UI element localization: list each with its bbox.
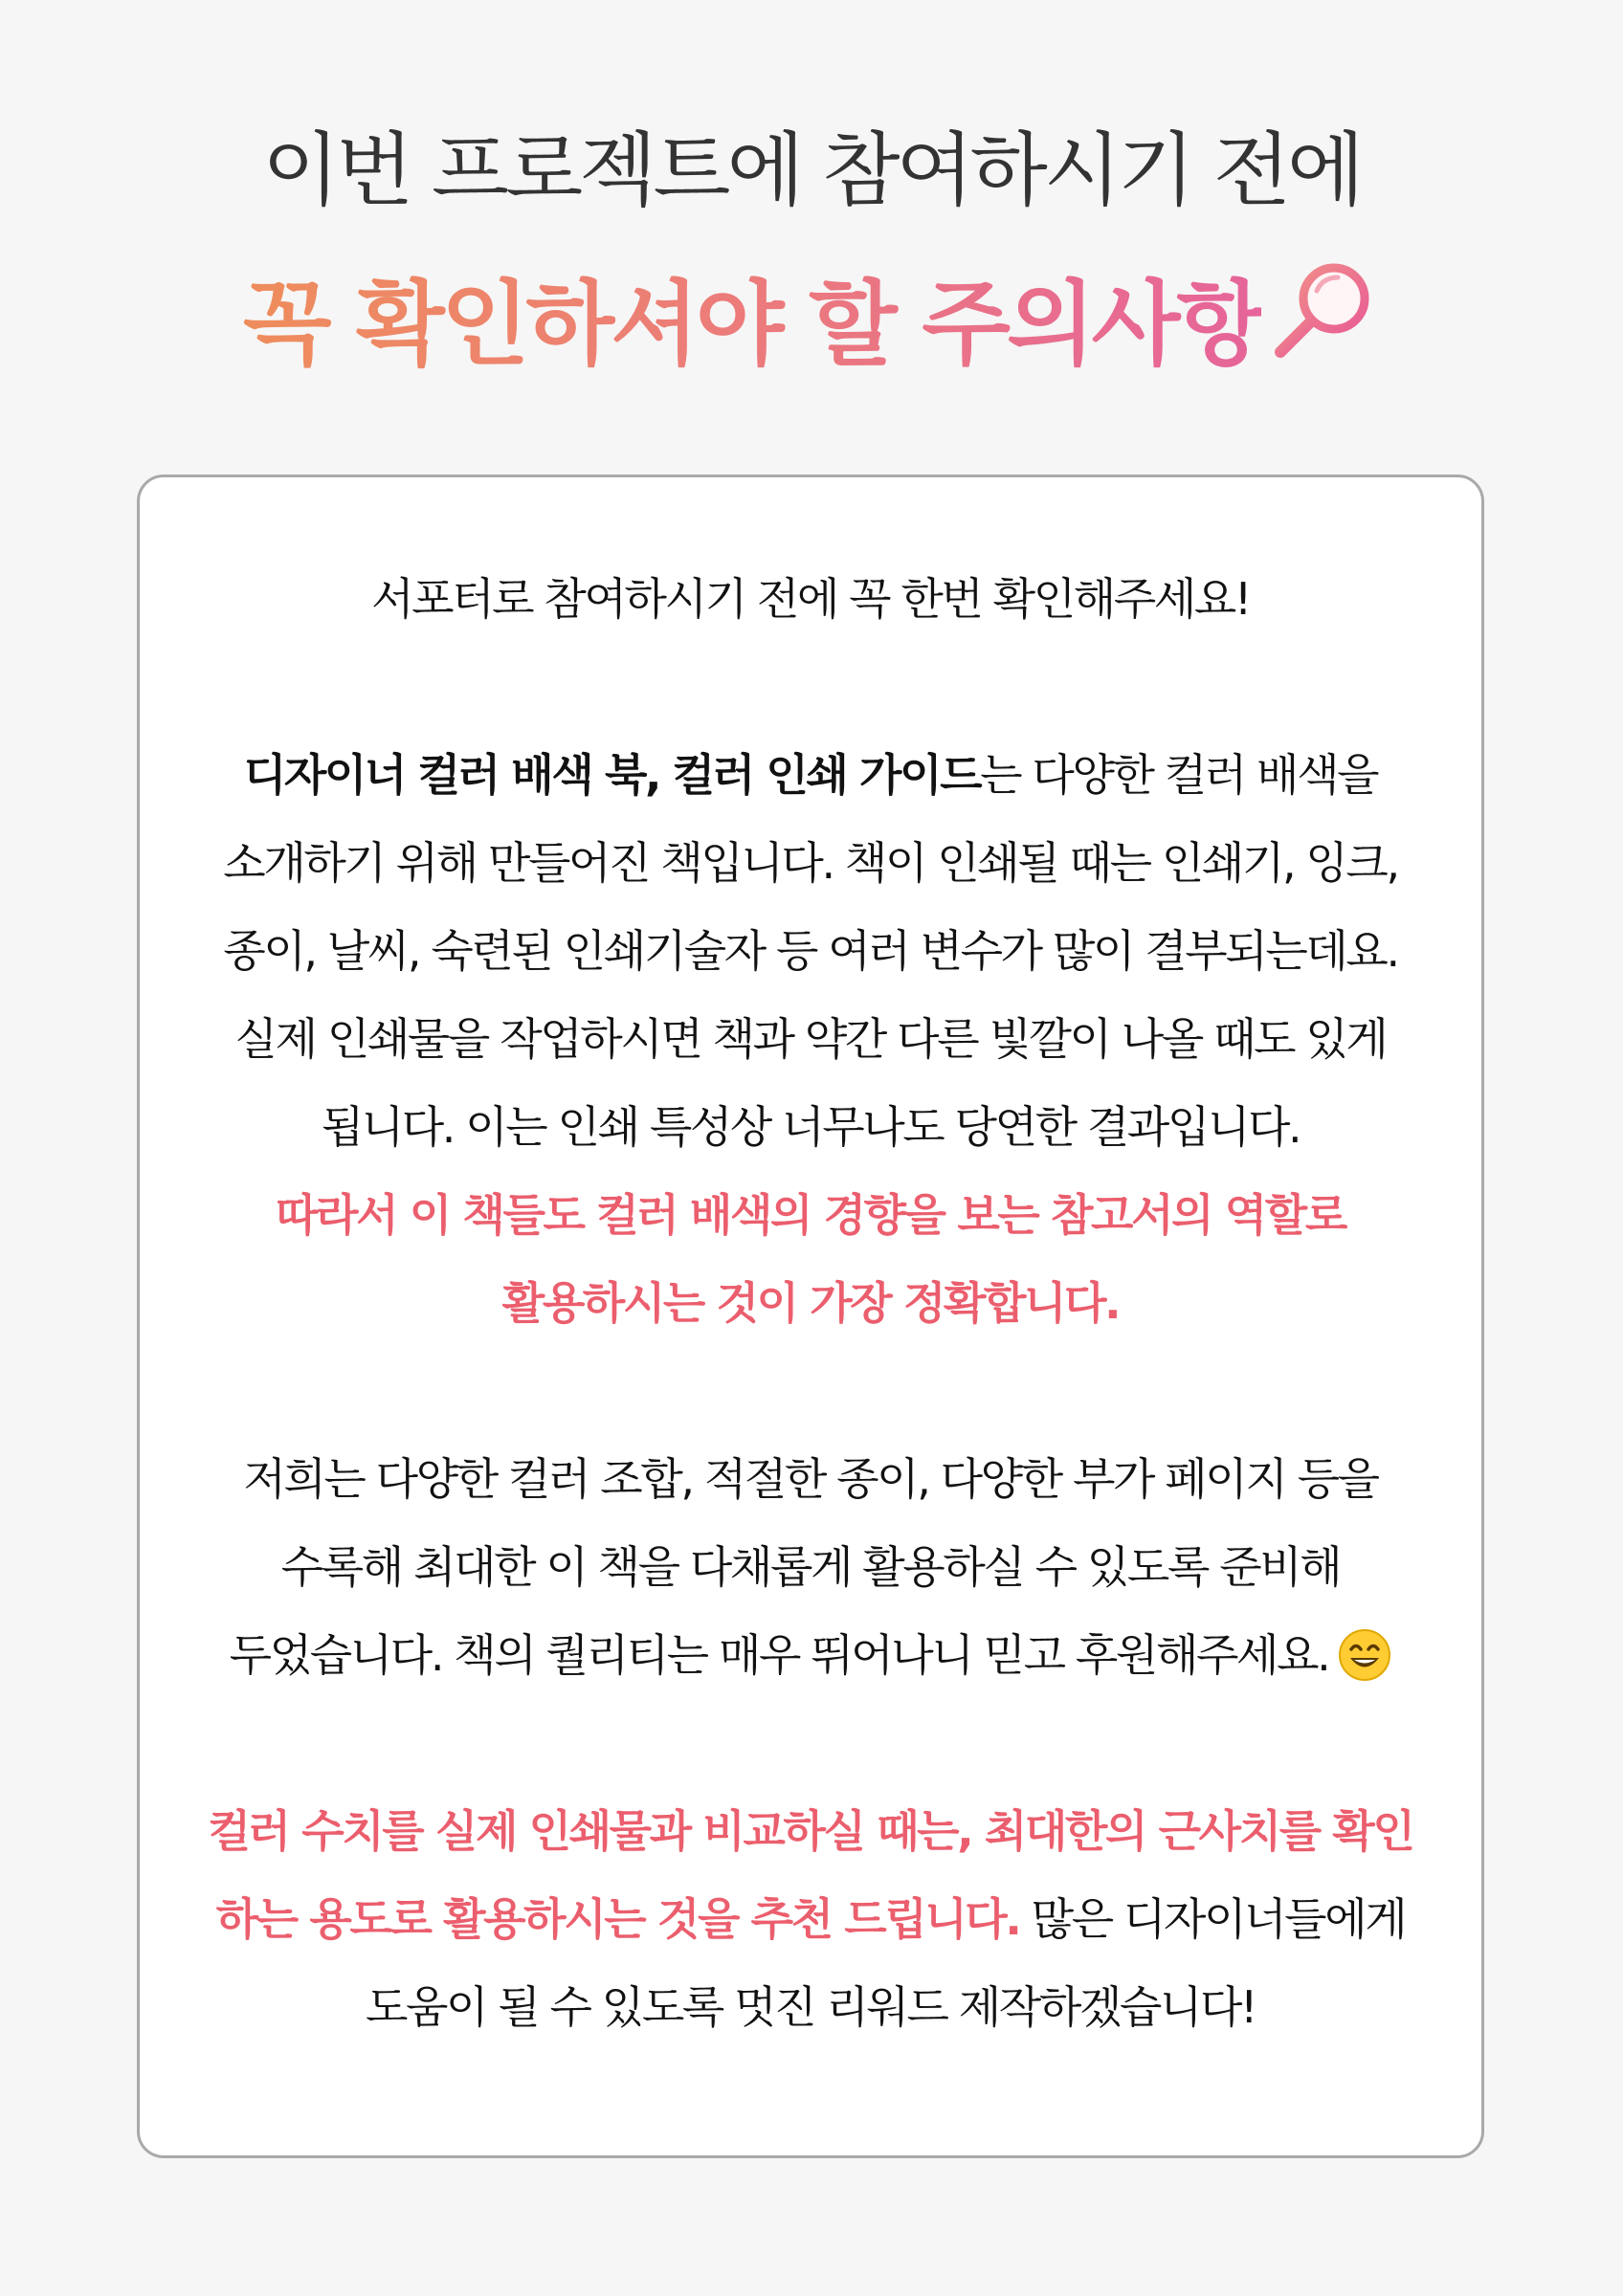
book-title: 디자이너 컬러 배색 북, 컬러 인쇄 가이드 — [243, 749, 981, 801]
notice-card — [137, 475, 1484, 2158]
page-title-line2 — [0, 256, 1623, 386]
page-title-highlight: 꼭 확인하셔야 할 주의사항 — [242, 271, 1262, 378]
p2-line2: 수록해 최대한 이 책을 다채롭게 활용하실 수 있도록 준비해 — [280, 1541, 1341, 1593]
smiling-face-icon — [1338, 1628, 1391, 1682]
p3-line2-rest: 많은 디자이너들에게 — [1019, 1893, 1406, 1945]
p3-line2-highlight: 하는 용도로 활용하시는 것을 추천 드립니다. — [215, 1893, 1020, 1945]
p1-line4: 실제 인쇄물을 작업하시면 책과 약간 다른 빛깔이 나올 때도 있게 — [234, 1013, 1387, 1065]
magnifier-icon — [1265, 256, 1380, 362]
p1-line6: 따라서 이 책들도 컬러 배색의 경향을 보는 참고서의 역할로 — [276, 1189, 1345, 1241]
p2-line3 — [140, 1622, 1481, 1689]
notice-intro: 서포터로 참여하시기 전에 꼭 한번 확인해주세요! — [371, 573, 1250, 625]
p1-line3: 종이, 날씨, 숙련된 인쇄기술자 등 여러 변수가 많이 결부되는데요. — [223, 925, 1398, 977]
p1-line7: 활용하시는 것이 가장 정확합니다. — [501, 1277, 1120, 1329]
p3-line3: 도움이 될 수 있도록 멋진 리워드 제작하겠습니다! — [365, 1981, 1256, 2033]
p1-line2: 소개하기 위해 만들어진 책입니다. 책이 인쇄될 때는 인쇄기, 잉크, — [223, 837, 1398, 889]
p2-line3-text: 두었습니다. 책의 퀄리티는 매우 뛰어나니 믿고 후원해주세요. — [229, 1629, 1329, 1681]
p1-line1 — [140, 741, 1481, 808]
p1-line5: 됩니다. 이는 인쇄 특성상 너무나도 당연한 결과입니다. — [321, 1101, 1301, 1153]
page-title-line1: 이번 프로젝트에 참여하시기 전에 — [261, 123, 1362, 217]
p3-line2 — [140, 1886, 1481, 1953]
p1-line1-rest: 는 다양한 컬러 배색을 — [980, 749, 1378, 801]
p3-line1: 컬러 수치를 실제 인쇄물과 비교하실 때는, 최대한의 근사치를 확인 — [208, 1805, 1413, 1857]
p2-line1: 저희는 다양한 컬러 조합, 적절한 종이, 다양한 부가 페이지 등을 — [243, 1453, 1378, 1505]
